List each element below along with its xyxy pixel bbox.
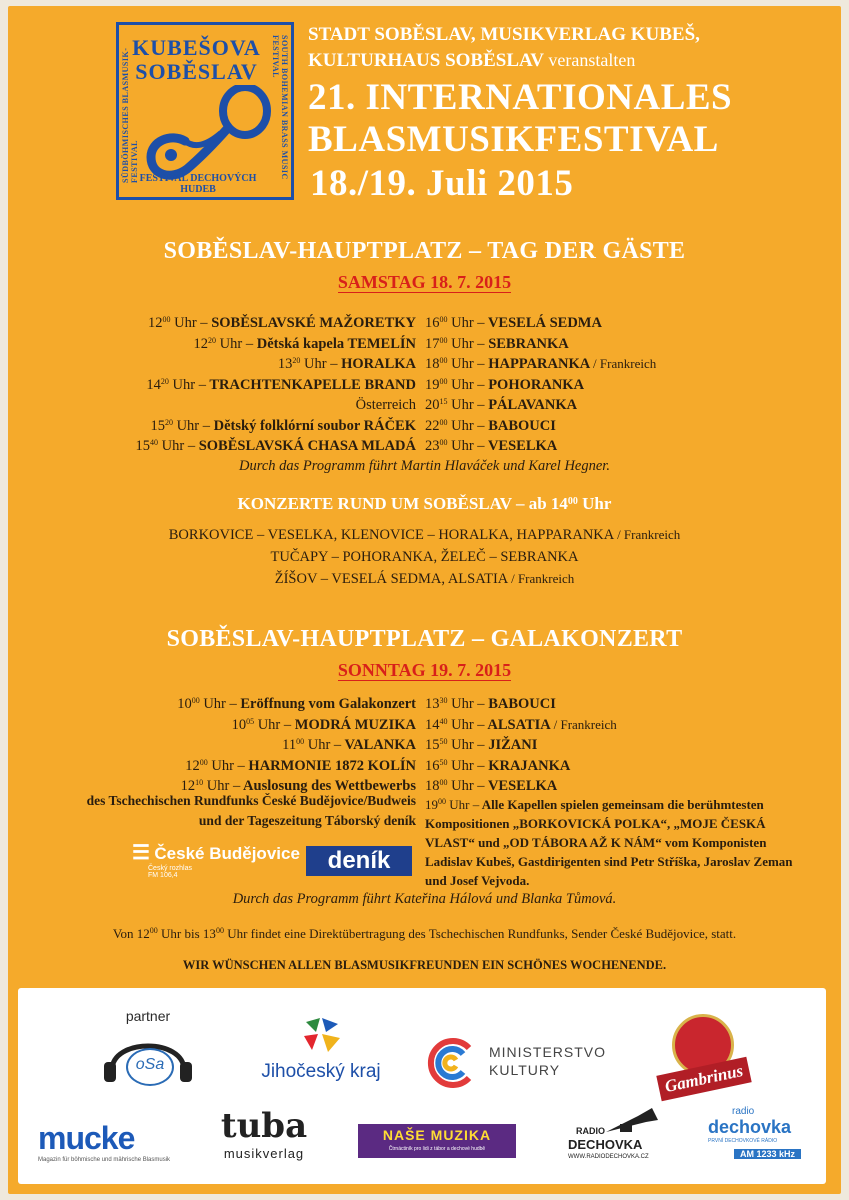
schedule-row: [148, 315, 416, 332]
ministry-c-icon: [423, 1034, 481, 1092]
saturday-moderation: Durch das Programm führt Martin Hlaváček und Karel Hegner.: [239, 458, 610, 474]
tuba-name: tuba: [220, 1106, 308, 1146]
time-hour: 11: [282, 737, 297, 753]
sunday-section-title: SOBĚSLAV-HAUPTPLATZ – GALAKONZERT: [166, 626, 683, 652]
osa-mark: oSa: [126, 1048, 174, 1086]
sunday-finale-line4: Ladislav Kubeš, Gastdirigenten sind Petr Stříška, Jaroslav Zeman: [425, 854, 793, 869]
sunday-date-text: SONNTAG 19. 7. 2015: [337, 660, 512, 680]
schedule-row: [425, 336, 569, 353]
mucke-name: mucke: [38, 1120, 135, 1156]
nase-muzika-logo: [358, 1124, 516, 1158]
dechovka-am-logo: [708, 1106, 818, 1162]
sunday-left-more2: und der Tageszeitung Táborský deník: [198, 813, 416, 828]
ministry-line1: MINISTERSTVO: [489, 1044, 607, 1060]
act-name: HORALKA: [341, 356, 416, 372]
time-label: Uhr –: [451, 716, 485, 733]
finale-text1: Alle Kapellen spielen gemeinsam die berühmtesten: [481, 797, 764, 812]
time-label: Uhr –: [451, 417, 485, 434]
time-label: Uhr –: [451, 778, 485, 794]
time-hour: 15: [150, 417, 165, 434]
time-hour: 23: [425, 438, 440, 454]
sunday-date: [8, 660, 841, 681]
kraj-name: Jihočeský kraj: [261, 1061, 381, 1082]
time-label: Uhr –: [172, 376, 206, 393]
broadcast-mid: Uhr bis 13: [161, 926, 216, 941]
radio-dech-line2: DECHOVKA: [568, 1137, 643, 1152]
ministerstvo-kultury-logo: [423, 1034, 623, 1094]
finale-hour: 19: [425, 797, 438, 812]
time-minute: 00: [439, 315, 448, 324]
time-label: Uhr –: [176, 417, 211, 434]
time-minute: 15: [439, 397, 448, 406]
dech-sub: PRVNÍ DECHOVKOVÉ RÁDIO: [708, 1138, 778, 1144]
time-minute: 10: [195, 778, 204, 787]
time-label: Uhr –: [307, 737, 342, 753]
time-hour: 13: [277, 356, 293, 372]
concerts-line1-text: BORKOVICE – VESELKA, KLENOVICE – HORALKA, HAPPARANKA: [168, 527, 614, 543]
organizers-name: KULTURHAUS SOBĚSLAV: [308, 50, 544, 71]
time-hour: 15: [425, 737, 440, 753]
time-minute: 50: [439, 737, 448, 746]
sunday-finale-line5: und Josef Vejvoda.: [425, 873, 530, 888]
time-minute: 00: [439, 376, 448, 386]
broadcast-note: [8, 926, 841, 942]
time-hour: 19: [425, 376, 440, 393]
time-label: Uhr –: [451, 438, 485, 454]
sunday-moderation: Durch das Programm führt Kateřina Hálová und Blanka Tůmová.: [232, 891, 617, 907]
saturday-date-text: SAMSTAG 18. 7. 2015: [337, 272, 512, 292]
organizers-line1: STADT SOBĚSLAV, MUSIKVERLAG KUBEŠ,: [308, 24, 700, 45]
partner-osa-logo: [98, 1008, 198, 1088]
time-label: Uhr –: [203, 696, 237, 712]
broadcast-sup1: 00: [149, 926, 158, 935]
act-name: VESELÁ SEDMA: [487, 315, 602, 331]
time-label: Uhr –: [174, 315, 208, 331]
concerts-line3: [8, 571, 841, 588]
time-label: Uhr –: [304, 356, 338, 372]
schedule-row: [136, 438, 416, 455]
time-label: Uhr –: [161, 438, 196, 454]
time-minute: 00: [199, 757, 208, 767]
broadcast-pre: Von 12: [112, 926, 150, 941]
act-name: SEBRANKA: [488, 335, 569, 352]
time-minute: 40: [439, 716, 448, 726]
act-name: BABOUCI: [488, 696, 556, 712]
logo-side-left: SÜDBÖHMISCHES BLASMUSIK-FESTIVAL: [121, 47, 139, 183]
time-hour: 18: [425, 356, 440, 372]
act-name: Dětská kapela TEMELÍN: [256, 335, 416, 352]
time-label: Uhr –: [451, 696, 485, 712]
mucke-logo: [38, 1120, 178, 1163]
time-label: Uhr –: [451, 757, 485, 774]
schedule-row: [194, 336, 416, 353]
radio-cb-sub1: Český rozhlas: [148, 865, 192, 872]
act-name: KRAJANKA: [488, 757, 571, 774]
denik-logo: deník: [306, 846, 412, 876]
closing-wish: WIR WÜNSCHEN ALLEN BLASMUSIKFREUNDEN EIN SCHÖNES WOCHENENDE.: [182, 958, 667, 972]
time-minute: 00: [439, 417, 448, 427]
time-label: Uhr –: [451, 356, 485, 372]
schedule-row: [177, 696, 416, 713]
organizers-line2: [308, 50, 635, 72]
time-hour: 14: [425, 716, 440, 733]
act-name: SOBĚSLAVSKÉ MAŽORETKY: [211, 315, 416, 331]
logo-bottom: FESTIVAL DECHOVÝCH HUDEB: [139, 173, 257, 195]
schedule-row: [425, 438, 557, 455]
act-name: PÁLAVANKA: [488, 397, 578, 413]
broadcast-sup2: 00: [215, 926, 224, 935]
schedule-row: [425, 315, 602, 332]
time-minute: 20: [164, 417, 173, 427]
sponsors-panel: [18, 988, 826, 1184]
partner-label: partner: [125, 1008, 171, 1024]
act-name: Auslosung des Wettbewerbs: [243, 778, 416, 794]
act-origin: Österreich: [355, 397, 416, 413]
time-label: Uhr –: [451, 376, 485, 393]
schedule-row: [425, 696, 556, 713]
act-name: VESELKA: [487, 778, 558, 794]
jihocesky-kraj-logo: [246, 1016, 396, 1083]
schedule-row: [425, 356, 656, 373]
time-minute: 00: [162, 315, 171, 324]
schedule-row: [425, 418, 556, 435]
time-hour: 22: [425, 417, 440, 434]
schedule-row: [425, 717, 617, 734]
time-label: Uhr –: [451, 737, 485, 753]
schedule-row: [278, 356, 416, 373]
schedule-row: [282, 737, 416, 754]
radio-dech-line1: RADIO: [576, 1126, 605, 1136]
time-minute: 20: [292, 356, 301, 365]
act-name: VALANKA: [344, 737, 416, 753]
dech-top: radio: [732, 1106, 755, 1117]
nase-sub: Čtrnáctiník pro lidi z tábor a dechové hudbě: [388, 1146, 486, 1152]
logo-side-right: SOUTH BOHEMIAN BRASS MUSIC FESTIVAL: [271, 35, 289, 180]
saturday-date: [8, 272, 841, 293]
schedule-row: [146, 377, 416, 394]
gambrinus-name: Gambrinus: [656, 1057, 751, 1102]
act-name: SOBĚSLAVSKÁ CHASA MLADÁ: [198, 438, 416, 454]
act-name: JIŽANI: [488, 737, 538, 753]
schedule-row: [425, 737, 537, 754]
concerts-line1-extra: / Frankreich: [617, 527, 681, 542]
act-name: BABOUCI: [488, 417, 556, 434]
act-name: HAPPARANKA: [488, 356, 590, 372]
time-minute: 00: [439, 335, 448, 345]
time-minute: 50: [439, 757, 448, 767]
finale-label: Uhr –: [449, 797, 480, 812]
time-minute: 00: [191, 696, 200, 705]
time-hour: 20: [425, 397, 440, 413]
time-hour: 14: [146, 376, 161, 393]
radio-dech-url: WWW.RADIODECHOVKA.CZ: [568, 1154, 649, 1160]
act-name: Dětský folklórní soubor RÁČEK: [213, 417, 416, 434]
concerts-line2: TUČAPY – POHORANKA, ŽELEČ – SEBRANKA: [270, 549, 579, 565]
nase-name: NAŠE MUZIKA: [382, 1127, 492, 1143]
act-name: Eröffnung vom Galakonzert: [240, 696, 416, 712]
time-minute: 20: [208, 335, 217, 345]
logo-line2: SOBĚSLAV: [135, 59, 258, 84]
schedule-row: [185, 758, 416, 775]
act-name: HARMONIE 1872 KOLÍN: [248, 757, 416, 774]
festival-title-line1: 21. INTERNATIONALES: [308, 77, 733, 118]
poster: [8, 6, 841, 1194]
kraj-emblem-icon: [298, 1016, 344, 1056]
concerts-line3-extra: / Frankreich: [511, 571, 575, 586]
organizers-tail: veranstalten: [548, 50, 636, 70]
time-minute: 05: [246, 716, 255, 726]
festival-dates: 18./19. Juli 2015: [310, 163, 574, 204]
time-minute: 00: [439, 356, 448, 365]
time-minute: 00: [439, 438, 448, 447]
time-hour: 10: [177, 696, 192, 712]
time-hour: 12: [193, 335, 209, 352]
act-name: POHORANKA: [488, 376, 585, 393]
sunday-left-more1: des Tschechischen Rundfunks České Budějovice/Budweis: [86, 793, 416, 808]
time-hour: 16: [425, 315, 440, 331]
time-label: Uhr –: [451, 397, 485, 413]
time-label: Uhr –: [219, 335, 254, 352]
time-hour: 15: [135, 438, 151, 454]
sunday-finale-line1: [425, 797, 764, 813]
tuba-icon: [141, 85, 271, 183]
festival-logo: [116, 22, 294, 200]
time-label: Uhr –: [206, 778, 241, 794]
schedule-row: [150, 418, 416, 435]
gambrinus-logo: [658, 1010, 750, 1110]
time-label: Uhr –: [451, 335, 485, 352]
radio-cb-name: České Budějovice: [154, 844, 300, 863]
time-hour: 17: [425, 335, 440, 352]
broadcast-post: Uhr findet eine Direktübertragung des Tschechischen Rundfunks, Sender České Budějovice, statt.: [227, 926, 737, 941]
act-origin: / Frankreich: [553, 716, 617, 732]
act-name: MODRÁ MUZIKA: [294, 716, 416, 733]
concerts-title-sup: 00: [567, 496, 578, 507]
mucke-sub: Magazin für böhmische und mährische Blasmusik: [38, 1157, 171, 1163]
time-hour: 12: [180, 778, 196, 794]
time-label: Uhr –: [211, 757, 245, 774]
concerts-title-text: KONZERTE RUND UM SOBĚSLAV – ab 14: [237, 494, 568, 513]
time-hour: 18: [425, 778, 440, 794]
dech-name: dechovka: [708, 1117, 792, 1137]
concerts-line3-text: ŽÍŠOV – VESELÁ SEDMA, ALSATIA: [274, 571, 508, 587]
concerts-title: [8, 494, 841, 514]
dech-freq: AM 1233 kHz: [734, 1149, 801, 1159]
time-hour: 12: [148, 315, 163, 331]
finale-min: 00: [438, 797, 446, 806]
radio-cb-mark-icon: ☰: [132, 842, 150, 864]
schedule-row: [425, 758, 570, 775]
trumpet-icon: [602, 1106, 662, 1140]
concerts-line1: [8, 527, 841, 544]
saturday-section-title: SOBĚSLAV-HAUPTPLATZ – TAG DER GÄSTE: [163, 238, 686, 264]
radio-cb-sub2: FM 106,4: [148, 872, 178, 879]
act-name: VESELKA: [487, 438, 558, 454]
sunday-finale-line2: Kompositionen „BORKOVICKÁ POLKA“, „MOJE ČESKÁ: [425, 816, 766, 831]
act-name: ALSATIA: [487, 716, 550, 733]
festival-title-line2: BLASMUSIKFESTIVAL: [308, 119, 719, 160]
time-hour: 13: [425, 696, 440, 712]
time-minute: 20: [160, 376, 169, 386]
schedule-row: [232, 717, 416, 734]
tuba-musikverlag-logo: [214, 1106, 314, 1161]
schedule-row: [425, 397, 577, 414]
concerts-title-tail: Uhr: [582, 494, 612, 513]
time-minute: 00: [439, 778, 448, 787]
logo-line1: KUBEŠOVA: [132, 35, 261, 60]
time-label: Uhr –: [257, 716, 292, 733]
time-hour: 10: [231, 716, 247, 733]
radio-cb-logo: [132, 840, 300, 879]
schedule-row: [356, 397, 416, 414]
schedule-row: [425, 377, 584, 394]
time-minute: 00: [296, 737, 305, 746]
act-name: TRACHTENKAPELLE BRAND: [209, 376, 416, 393]
schedule-row: [425, 778, 557, 795]
tuba-sub: musikverlag: [223, 1146, 305, 1161]
act-origin: / Frankreich: [593, 356, 657, 371]
time-hour: 12: [185, 757, 200, 774]
sunday-finale-line3: VLAST“ und „OD TÁBORA AŽ K NÁM“ vom Komponisten: [425, 835, 767, 850]
time-label: Uhr –: [451, 315, 485, 331]
time-hour: 16: [425, 757, 440, 774]
time-minute: 40: [150, 438, 159, 447]
time-minute: 30: [439, 696, 448, 705]
ministry-line2: KULTURY: [489, 1062, 561, 1078]
